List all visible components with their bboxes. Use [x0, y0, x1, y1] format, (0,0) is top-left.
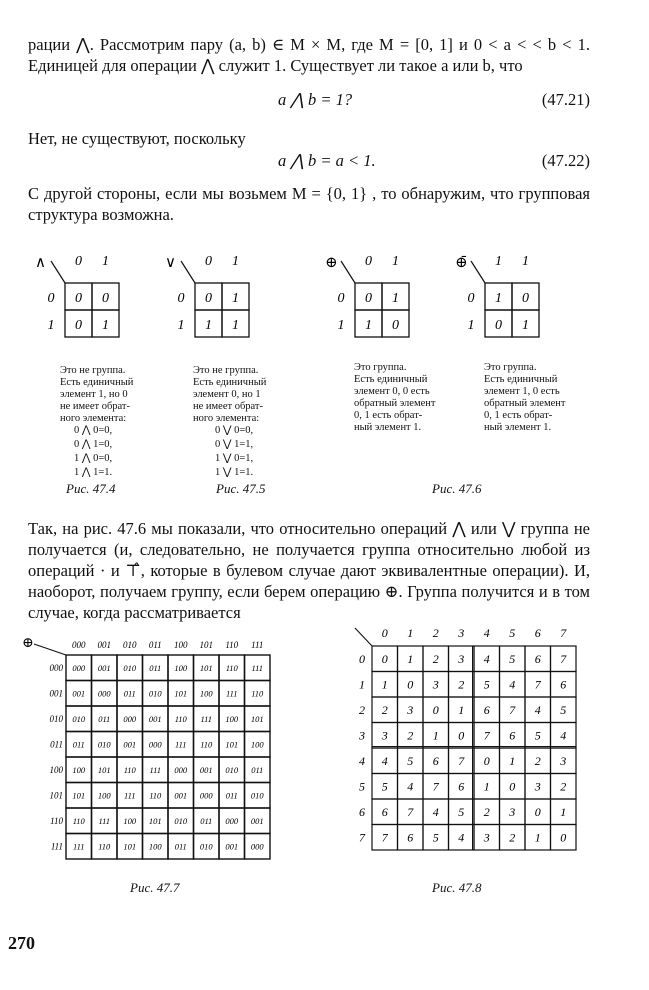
table478-value: 1 — [509, 753, 516, 768]
table478-value: 4 — [381, 753, 388, 768]
note-xor-line: ный элемент 1. — [354, 422, 422, 433]
table478-value: 4 — [509, 677, 516, 692]
table478-value: 7 — [458, 753, 465, 768]
table478-value: 5 — [534, 728, 541, 743]
table478-value: 1 — [560, 804, 567, 819]
table477-row-label: 110 — [50, 815, 63, 826]
small-table-value: 1 — [522, 318, 529, 333]
table477-value: 101 — [97, 764, 111, 775]
table477-value: 101 — [250, 713, 264, 724]
note-or-eq: 0 ⋁ 1=1, — [215, 439, 254, 450]
table477-value: 010 — [174, 815, 188, 826]
table477-col-label: 101 — [199, 640, 213, 650]
caption-fig-47-8: Рис. 47.8 — [432, 880, 482, 895]
table478-col-label: 7 — [560, 626, 567, 640]
table478-value: 0 — [560, 830, 567, 845]
table478-value: 0 — [483, 753, 490, 768]
small-table-header: 0 — [205, 254, 212, 269]
note-xor-line: элемент 0, 0 есть — [354, 386, 430, 397]
table478-value: 0 — [432, 702, 439, 717]
small-table-row-label: 0 — [337, 291, 345, 306]
table477-value: 101 — [72, 790, 86, 801]
table478-col-label: 2 — [432, 626, 439, 640]
table477-row-label: 101 — [49, 790, 63, 801]
note-and — [60, 365, 178, 425]
note-and-eq: 1 ⋀ 1=1. — [74, 467, 113, 478]
table478-value: 5 — [432, 830, 439, 845]
table477-value: 100 — [148, 841, 162, 852]
table477-value: 111 — [251, 662, 263, 673]
note-and-line: не имеет обрат- — [60, 401, 131, 412]
table478-value: 4 — [407, 779, 414, 794]
table477-value: 110 — [72, 815, 85, 826]
small-tables-figure — [0, 235, 649, 350]
note-xor — [354, 362, 460, 434]
table477-value: 000 — [72, 662, 86, 673]
equation-47-21 — [28, 90, 590, 112]
table477-col-label: 100 — [174, 640, 188, 650]
small-table — [455, 254, 539, 337]
table477-value: 111 — [200, 713, 212, 724]
note-xor-line: 0, 1 есть обрат- — [354, 410, 423, 421]
small-table-op: ∨ — [165, 255, 176, 271]
table478-value: 1 — [534, 830, 541, 845]
table478-value: 2 — [381, 702, 388, 717]
paragraph-2: Нет, не существуют, поскольку — [28, 129, 246, 148]
note-or-line: Это не группа. — [193, 365, 259, 376]
table477-op: ⊕ — [22, 636, 34, 651]
table478-row-label: 0 — [359, 651, 365, 666]
table477-value: 000 — [199, 790, 213, 801]
table478-row-label: 1 — [359, 677, 365, 692]
table478-value: 2 — [560, 779, 567, 794]
note-xnor-line: элемент 1, 0 есть — [484, 386, 560, 397]
table477-value: 010 — [123, 662, 137, 673]
table478-value: 5 — [407, 753, 414, 768]
table477-value: 101 — [174, 688, 188, 699]
table478-value: 3 — [509, 804, 516, 819]
note-or-line: Есть единичный — [193, 377, 267, 388]
table477-value: 100 — [97, 790, 111, 801]
table477-value: 111 — [98, 815, 110, 826]
table478-value: 7 — [432, 779, 439, 794]
table478-value: 5 — [560, 702, 567, 717]
small-table-op: ⊕ — [325, 255, 338, 271]
table478-value: 6 — [458, 779, 465, 794]
table478-value: 6 — [381, 804, 388, 819]
table478-value: 2 — [483, 804, 490, 819]
equation-47-22-formula: a ⋀ b = a < 1. — [278, 151, 376, 170]
equation-47-22 — [28, 151, 590, 173]
table478-value: 2 — [458, 677, 465, 692]
note-and-eq: 1 ⋀ 0=0, — [74, 453, 113, 464]
note-xor-line: обратный элемент — [354, 398, 436, 409]
small-table-row-label: 1 — [337, 318, 345, 333]
small-table-header: 1 — [232, 254, 239, 269]
note-xnor-line: Есть единичный — [484, 374, 558, 385]
small-table — [325, 254, 409, 337]
table478-value: 1 — [432, 728, 439, 743]
small-table-op: ⊕̄ — [455, 255, 468, 271]
table477-col-label: 000 — [72, 640, 86, 650]
table477-value: 111 — [149, 764, 161, 775]
note-or-line: элемент 0, но 1 — [193, 389, 261, 400]
small-table-value: 1 — [365, 318, 372, 333]
table478-value: 5 — [381, 779, 388, 794]
equation-47-22-number: (47.22) — [541, 151, 590, 170]
table478-value: 1 — [458, 702, 465, 717]
table478-value: 4 — [534, 702, 541, 717]
paragraph-4: Так, на рис. 47.6 мы показали, что относительно операций ⋀ или ⋁ группа не получается (и, следовательно, не получается группа относительно любой из операций · и ⊤̂, которые в булевом случае дают эквивалентные операции). И, наоборот, получаем группу, если берем операцию ⊕. Группа получится и в том случае, когда рассматривается — [28, 519, 590, 622]
note-and-line: Это не группа. — [60, 365, 126, 376]
table477-value: 011 — [149, 662, 162, 673]
small-table-value: 0 — [102, 291, 109, 306]
table478-value: 4 — [458, 830, 465, 845]
table477-value: 011 — [225, 790, 238, 801]
table478-value: 7 — [407, 804, 414, 819]
note-xnor-line: обратный элемент — [484, 398, 566, 409]
small-table-header: 1 — [102, 254, 109, 269]
table477-value: 011 — [123, 688, 136, 699]
table478-value: 2 — [509, 830, 516, 845]
table477-value: 111 — [175, 739, 187, 750]
small-table-diagonal — [341, 261, 355, 283]
table478-value: 6 — [432, 753, 439, 768]
note-xnor — [484, 362, 592, 434]
page-number: 270 — [8, 933, 35, 953]
table477-value: 011 — [251, 764, 264, 775]
table477-row-label: 001 — [49, 688, 63, 699]
table477-value: 010 — [250, 790, 264, 801]
table477-value: 011 — [174, 841, 187, 852]
table477-value: 000 — [225, 815, 239, 826]
table478-value: 0 — [407, 677, 414, 692]
small-table-value: 1 — [232, 291, 239, 306]
table477-col-label: 011 — [148, 640, 162, 650]
table478-value: 3 — [381, 728, 388, 743]
note-or-eq: 1 ⋁ 0=1, — [215, 453, 254, 464]
note-or-eq: 1 ⋁ 1=1. — [215, 467, 254, 478]
small-table-value: 0 — [75, 291, 82, 306]
table478-col-label: 6 — [534, 626, 541, 640]
table477-value: 001 — [123, 739, 137, 750]
table477-col-label: 110 — [225, 640, 239, 650]
table477-value: 001 — [174, 790, 188, 801]
note-xnor-line: Это группа. — [484, 362, 537, 373]
table477-value: 001 — [72, 688, 86, 699]
paragraph-1: рации ⋀. Рассмотрим пару (a, b) ∈ M × M, где M = [0, 1] и 0 < a < < b < 1. Единицей для операции ⋀ служит 1. Существует ли такое a или b, что — [28, 35, 590, 75]
table478-row-label: 2 — [359, 702, 365, 717]
table478-col-label: 0 — [381, 626, 388, 640]
table477-value: 110 — [123, 764, 136, 775]
table477-value: 110 — [225, 662, 238, 673]
small-table-header: 1 — [522, 254, 529, 269]
table477-value: 101 — [123, 841, 137, 852]
table477-row-label: 011 — [50, 739, 63, 750]
table477-value: 101 — [148, 815, 162, 826]
note-or-line: не имеет обрат- — [193, 401, 264, 412]
note-xnor-line: 0, 1 есть обрат- — [484, 410, 553, 421]
small-table-row-label: 1 — [467, 318, 475, 333]
small-table-value: 0 — [392, 318, 399, 333]
table478-col-label: 4 — [483, 626, 490, 640]
table477-value: 001 — [225, 841, 239, 852]
table478-col-label: 5 — [509, 626, 516, 640]
table477-value: 100 — [123, 815, 137, 826]
table478-value: 7 — [509, 702, 516, 717]
figure-47-8-table — [345, 620, 585, 865]
small-table-header: 0 — [365, 254, 372, 269]
caption-fig-47-4: Рис. 47.4 — [66, 481, 116, 496]
small-table — [35, 254, 119, 337]
table477-value: 001 — [148, 713, 162, 724]
table478-value: 0 — [509, 779, 516, 794]
figure-47-7-table — [20, 630, 285, 860]
small-table-row-label: 0 — [47, 291, 55, 306]
table478-value: 4 — [483, 651, 490, 666]
table477-value: 110 — [251, 688, 264, 699]
table477-row-label: 100 — [49, 764, 63, 775]
table478-value: 6 — [407, 830, 414, 845]
table478-value: 3 — [432, 677, 439, 692]
table477-value: 000 — [97, 688, 111, 699]
table477-value: 110 — [200, 739, 213, 750]
table478-value: 2 — [534, 753, 541, 768]
table477-value: 001 — [199, 764, 213, 775]
table478-value: 1 — [483, 779, 490, 794]
table478-col-label: 1 — [407, 626, 414, 640]
table478-value: 5 — [509, 651, 516, 666]
caption-fig-47-5: Рис. 47.5 — [216, 481, 266, 496]
table478-value: 5 — [483, 677, 490, 692]
note-and-equations — [74, 424, 112, 480]
small-table-row-label: 1 — [47, 318, 55, 333]
caption-fig-47-6: Рис. 47.6 — [432, 481, 482, 496]
table477-value: 010 — [97, 739, 111, 750]
caption-fig-47-7: Рис. 47.7 — [130, 880, 180, 895]
small-table-diagonal — [181, 261, 195, 283]
table477-value: 110 — [174, 713, 187, 724]
note-and-line: ного элемента: — [60, 413, 127, 424]
small-table — [165, 254, 249, 337]
equation-47-21-formula: a ⋀ b = 1? — [278, 90, 353, 109]
note-or-eq: 0 ⋁ 0=0, — [215, 425, 254, 436]
table478-value: 6 — [483, 702, 490, 717]
table478-value: 3 — [407, 702, 414, 717]
table477-value: 010 — [199, 841, 213, 852]
small-table-header: 0 — [75, 254, 82, 269]
table478-value: 1 — [381, 677, 388, 692]
table477-value: 001 — [250, 815, 264, 826]
table477-value: 100 — [250, 739, 264, 750]
small-table-header: 1 — [495, 254, 502, 269]
table478-value: 7 — [483, 728, 490, 743]
table477-value: 010 — [148, 688, 162, 699]
table478-value: 7 — [560, 651, 567, 666]
table478-value: 2 — [407, 728, 414, 743]
note-and-eq: 0 ⋀ 0=0, — [74, 425, 113, 436]
note-and-line: элемент 1, но 0 — [60, 389, 128, 400]
small-table-value: 0 — [205, 291, 212, 306]
table478-row-label: 3 — [359, 728, 365, 743]
note-or-equations — [215, 424, 253, 480]
table478-value: 2 — [432, 651, 439, 666]
note-xor-line: Есть единичный — [354, 374, 428, 385]
table478-value: 7 — [381, 830, 388, 845]
table478-value: 4 — [432, 804, 439, 819]
table478-row-label: 6 — [359, 804, 365, 819]
table477-col-label: 111 — [251, 640, 264, 650]
table478-value: 0 — [458, 728, 465, 743]
table477-value: 111 — [226, 688, 238, 699]
note-or — [193, 365, 301, 425]
table478-value: 6 — [509, 728, 516, 743]
small-table-row-label: 1 — [177, 318, 185, 333]
small-table-diagonal — [471, 261, 485, 283]
table477-value: 111 — [124, 790, 136, 801]
small-table-value: 0 — [365, 291, 372, 306]
table477-value: 100 — [72, 764, 86, 775]
table477-value: 100 — [199, 688, 213, 699]
table477-value: 010 — [72, 713, 86, 724]
small-table-value: 0 — [75, 318, 82, 333]
table478-value: 7 — [534, 677, 541, 692]
table478-value: 0 — [534, 804, 541, 819]
table477-value: 011 — [98, 713, 111, 724]
note-or-line: ного элемента: — [193, 413, 260, 424]
table477-col-label: 001 — [97, 640, 111, 650]
small-table-row-label: 0 — [177, 291, 185, 306]
table477-row-label: 000 — [49, 662, 63, 673]
table478-value: 0 — [381, 651, 388, 666]
table477-value: 011 — [72, 739, 85, 750]
table478-value: 5 — [458, 804, 465, 819]
table477-value: 110 — [98, 841, 111, 852]
table478-value: 4 — [560, 728, 567, 743]
small-table-op: ∧ — [35, 255, 46, 271]
table477-value: 111 — [73, 841, 85, 852]
paragraph-3: С другой стороны, если мы возьмем M = {0, 1} , то обнаружим, что групповая структура возможна. — [28, 184, 590, 224]
small-table-value: 1 — [232, 318, 239, 333]
small-table-diagonal — [51, 261, 65, 283]
table477-value: 100 — [225, 713, 239, 724]
table477-value: 101 — [225, 739, 239, 750]
table477-value: 110 — [149, 790, 162, 801]
table477-value: 011 — [200, 815, 213, 826]
table477-value: 001 — [97, 662, 111, 673]
note-and-line: Есть единичный — [60, 377, 134, 388]
table478-value: 3 — [534, 779, 541, 794]
table477-value: 010 — [225, 764, 239, 775]
table477-value: 000 — [174, 764, 188, 775]
table478-row-label: 7 — [359, 830, 365, 845]
table477-row-label: 010 — [49, 713, 63, 724]
table478-diagonal — [355, 628, 372, 646]
table477-diagonal — [34, 644, 66, 655]
small-table-value: 0 — [495, 318, 502, 333]
table477-value: 000 — [148, 739, 162, 750]
small-table-value: 1 — [392, 291, 399, 306]
table478-col-label: 3 — [458, 626, 465, 640]
table478-value: 3 — [458, 651, 465, 666]
table478-value: 3 — [483, 830, 490, 845]
table478-value: 6 — [534, 651, 541, 666]
note-xor-line: Это группа. — [354, 362, 407, 373]
table478-value: 6 — [560, 677, 567, 692]
table477-col-label: 010 — [123, 640, 137, 650]
table477-row-label: 111 — [50, 841, 63, 852]
table478-row-label: 5 — [359, 779, 365, 794]
note-and-eq: 0 ⋀ 1=0, — [74, 439, 113, 450]
table477-value: 101 — [199, 662, 213, 673]
small-table-value: 1 — [205, 318, 212, 333]
table478-value: 1 — [407, 651, 414, 666]
small-table-value: 1 — [102, 318, 109, 333]
small-table-header: 1 — [392, 254, 399, 269]
small-table-value: 1 — [495, 291, 502, 306]
equation-47-21-number: (47.21) — [541, 90, 590, 109]
table477-value: 000 — [123, 713, 137, 724]
table477-value: 100 — [174, 662, 188, 673]
small-table-row-label: 0 — [467, 291, 475, 306]
table478-row-label: 4 — [359, 753, 365, 768]
note-xnor-line: ный элемент 1. — [484, 422, 552, 433]
table478-value: 3 — [560, 753, 567, 768]
table477-value: 000 — [250, 841, 264, 852]
small-table-value: 0 — [522, 291, 529, 306]
